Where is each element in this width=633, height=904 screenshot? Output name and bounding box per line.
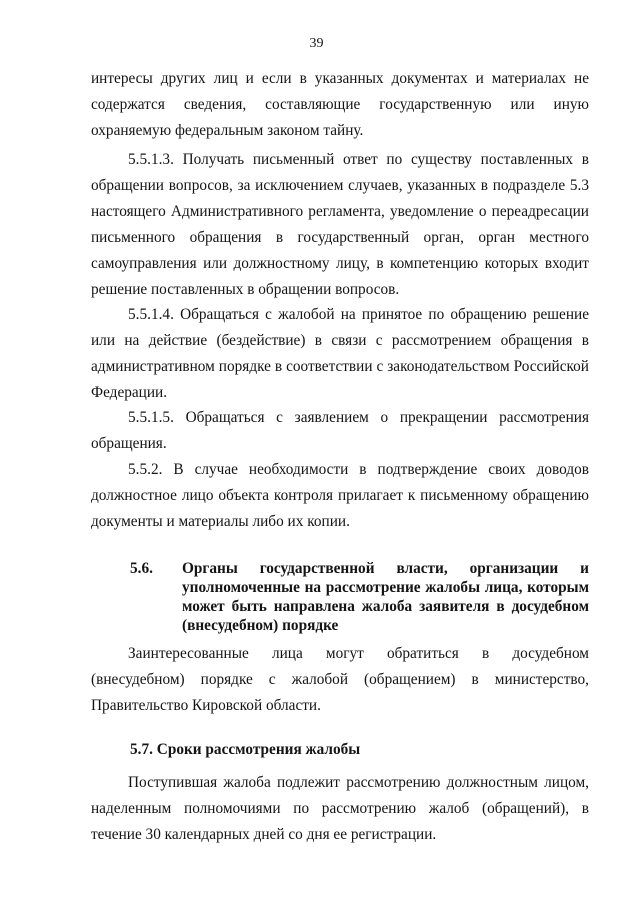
paragraph-5-5-1-3: 5.5.1.3. Получать письменный ответ по существу поставленных в обращении вопросов, за исключением случаев, указанных в подразделе 5.3 настоящего Административного регламента, уведомление о переадресации письменного обращения в государственный орган, орган местного самоуправления или должностному лицу, в компетенцию которых входит решение поставленных в обращении вопросов.	[91, 151, 589, 298]
section-5-6-heading: Органы государственной власти, организации и уполномоченные на рассмотрение жалобы лица, которым может быть направлена жалоба заявителя в досудебном (внесудебном) порядке	[182, 560, 589, 634]
page-number: 39	[309, 36, 324, 51]
section-5-7-heading: 5.7. Сроки рассмотрения жалобы	[130, 741, 361, 758]
section-5-7-body: Поступившая жалоба подлежит рассмотрению должностным лицом, наделенным полномочиями по рассмотрению жалоб (обращений), в течение 30 календарных дней со дня ее регистрации.	[91, 774, 589, 843]
paragraph-5-5-2: 5.5.2. В случае необходимости в подтверждение своих доводов должностное лицо объекта контроля прилагает к письменному обращению документы и материалы либо их копии.	[91, 461, 589, 530]
paragraph-continuation: интересы других лиц и если в указанных документах и материалах не содержатся сведения, составляющие государственную или иную охраняемую федеральным законом тайну.	[91, 70, 589, 139]
section-5-6-number: 5.6.	[130, 560, 153, 577]
paragraph-5-5-1-5: 5.5.1.5. Обращаться с заявлением о прекращении рассмотрения обращения.	[91, 409, 589, 452]
paragraph-5-5-1-4: 5.5.1.4. Обращаться с жалобой на принятое по обращению решение или на действие (бездействие) в связи с рассмотрением обращения в административном порядке в соответствии с законодательством Российской Федерации.	[91, 306, 589, 401]
section-5-6-body: Заинтересованные лица могут обратиться в досудебном (внесудебном) порядке с жалобой (обращением) в министерство, Правительство Кировской области.	[91, 645, 589, 714]
